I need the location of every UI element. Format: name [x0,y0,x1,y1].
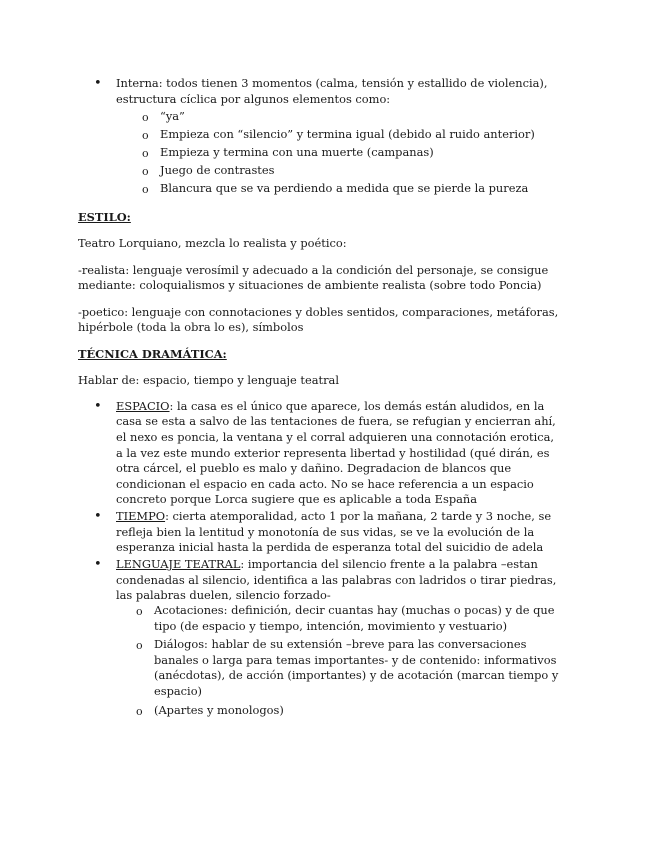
espacio-line-7: concreto porque Lorca sugiere que es aplicable a toda España [116,492,478,506]
sub-marker: o [142,129,149,142]
sub-marker: o [136,605,143,618]
tiempo-line-2: refleja bien la lentitud y monotonía de sus vidas, se ve la evolución de la [116,525,535,539]
estilo-realista-line-1: -realista: lenguaje verosímil y adecuado a la condición del personaje, se consigue [78,263,549,277]
sub-marker: o [136,705,143,718]
espacio-first: : la casa es el único que aparece, los demás están aludidos, en la [169,399,545,413]
dialogos-line-1: Diálogos: hablar de su extensión –breve para las conversaciones [154,637,527,651]
espacio-line-3: el nexo es poncia, la ventana y el corral adquieren una connotación erotica, [116,430,555,444]
dialogos-line-4: espacio) [154,684,202,698]
espacio-line-6: condicionan el espacio en cada acto. No se hace referencia a un espacio [116,477,534,491]
estilo-intro: Teatro Lorquiano, mezcla lo realista y poético: [78,236,347,250]
dialogos-line-3: (anécdotas), de acción (importantes) y de acotación (marcan tiempo y [154,668,559,682]
acotaciones-line-2: tipo (de espacio y tiempo, intención, movimiento y vestuario) [154,619,508,633]
bullet-marker: • [94,509,102,524]
sub-marker: o [142,111,149,124]
bullet-marker: • [94,399,102,414]
tiempo-label: TIEMPO [116,509,166,523]
interna-sub-item-5: Blancura que se va perdiendo a medida que se pierde la pureza [160,181,529,195]
interna-sub-item-3: Empieza y termina con una muerte (campanas) [160,145,434,159]
bullet-marker: • [94,557,102,572]
tecnica-heading: TÉCNICA DRAMÁTICA: [78,347,227,361]
sub-marker: o [142,183,149,196]
lenguaje-line-2: condenadas al silencio, identifica a las palabras con ladridos o tirar piedras, [116,573,557,587]
lenguaje-label: LENGUAJE TEATRAL [116,557,241,571]
interna-sub-item-2: Empieza con “silencio” y termina igual (debido al ruido anterior) [160,127,535,141]
lenguaje-line-1 [116,557,538,573]
estilo-heading: ESTILO: [78,210,131,224]
sub-marker: o [142,147,149,160]
lenguaje-line-3: las palabras duelen, silencio forzado- [116,588,331,602]
interna-line-2: estructura cíclica por algunos elementos como: [116,92,391,106]
estilo-poetico-line-1: -poetico: lenguaje con connotaciones y dobles sentidos, comparaciones, metáforas, [78,305,559,319]
espacio-line-2: casa se esta a salvo de las tentaciones de fuera, se refugian y encierran ahí, [116,414,556,428]
interna-line-1: Interna: todos tienen 3 momentos (calma, tensión y estallido de violencia), [116,76,548,90]
sub-marker: o [142,165,149,178]
apartes-line: (Apartes y monologos) [154,703,284,717]
bullet-marker: • [94,76,102,91]
dialogos-line-2: banales o larga para temas importantes- y de contenido: informativos [154,653,557,667]
acotaciones-line-1: Acotaciones: definición, decir cuantas hay (muchas o pocas) y de que [154,603,555,617]
lenguaje-first: : importancia del silencio frente a la palabra –estan [240,557,538,571]
interna-sub-item-4: Juego de contrastes [160,163,275,177]
tiempo-first: : cierta atemporalidad, acto 1 por la mañana, 2 tarde y 3 noche, se [165,509,552,523]
espacio-line-1 [116,399,544,415]
tecnica-intro: Hablar de: espacio, tiempo y lenguaje teatral [78,373,339,387]
sub-marker: o [136,639,143,652]
tiempo-line-1 [116,509,551,525]
estilo-realista-line-2: mediante: coloquialismos y situaciones de ambiente realista (sobre todo Poncia) [78,278,542,292]
estilo-poetico-line-2: hipérbole (toda la obra lo es), símbolos [78,320,304,334]
interna-sub-item-1: “ya” [160,109,185,123]
espacio-line-5: otra cárcel, el pueblo es malo y dañino. Degradacion de blancos que [116,461,512,475]
tiempo-line-3: esperanza inicial hasta la perdida de esperanza total del suicidio de adela [116,540,544,554]
espacio-label: ESPACIO [116,399,170,413]
espacio-line-4: a la vez este mundo exterior representa libertad y hostilidad (qué dirán, es [116,446,550,460]
